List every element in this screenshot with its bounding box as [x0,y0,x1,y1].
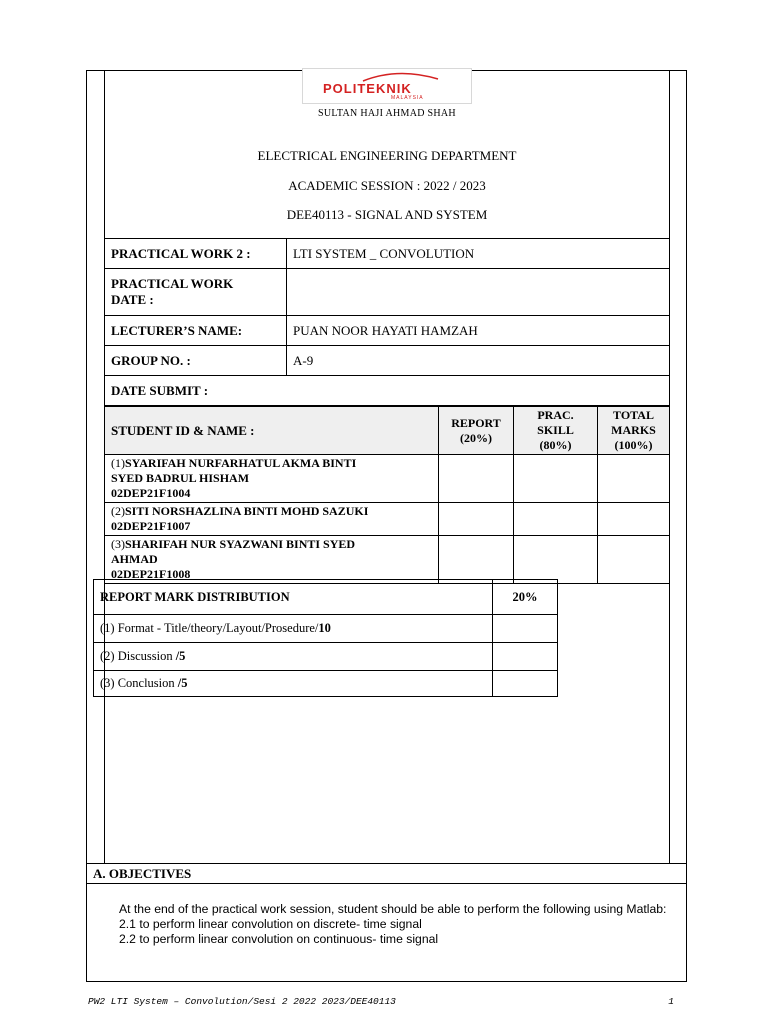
date-submit-label: DATE SUBMIT : [105,376,670,406]
student-id: 02DEP21F1007 [111,519,191,533]
student-id: 02DEP21F1004 [111,486,191,500]
mark-item [94,615,493,643]
student-name: SHARIFAH NUR SYAZWANI BINTI SYED [125,537,356,551]
student-name: SYARIFAH NURFARHATUL AKMA BINTI [125,456,357,470]
report-mark-percent: 20% [493,580,558,615]
footer-text: PW2 LTI System – Convolution/Sesi 2 2022 2023/DEE40113 [88,996,396,1007]
practical-date-value [287,269,670,316]
prac-header-line1: PRAC. [537,408,574,422]
student-cell [105,455,439,503]
prac-header-line2: SKILL [537,423,574,437]
student-cell [105,536,439,584]
table-row [94,671,558,697]
student-number: (2) [111,504,125,518]
total-header-line2: MARKS [611,423,656,437]
course-title: DEE40113 - SIGNAL AND SYSTEM [286,207,488,222]
logo-subtext: MALAYSIA [391,95,424,101]
practical-info-table [104,238,670,406]
mark-item-label: (1) Format - Title/theory/Layout/Prosedure/ [100,621,319,635]
students-table [104,406,670,584]
table-row [94,643,558,671]
table-row [105,455,670,503]
group-value: A-9 [287,346,670,376]
mark-item-value: /5 [175,649,186,663]
mark-item-value: 10 [318,621,331,635]
objectives-intro: At the end of the practical work session, student should be able to perform the following using Matlab: [119,902,667,916]
objectives-heading: A. OBJECTIVES [93,866,192,881]
logo-swoosh-icon [303,69,471,103]
campus-name: SULTAN HAJI AHMAD SHAH [318,108,456,119]
report-mark-cell [439,503,514,536]
objectives-top-rule [86,863,687,864]
report-mark-distribution-table [93,579,558,697]
logo-text: POLITEKNIK [323,81,412,96]
page-footer [88,996,674,1007]
table-row [94,615,558,643]
practical-work-value: LTI SYSTEM _ CONVOLUTION [287,239,670,269]
lecturer-label: LECTURER’S NAME: [105,316,287,346]
report-mark-cell [439,455,514,503]
practical-work-label: PRACTICAL WORK 2 : [105,239,287,269]
prac-header-line3: (80%) [539,438,572,452]
politeknik-logo [302,68,472,104]
mark-item-score [493,643,558,671]
report-header-line2: (20%) [460,430,492,445]
report-mark-cell [439,536,514,584]
practical-date-label [105,269,287,316]
mark-item-value: /5 [177,676,188,690]
student-id: 02DEP21F1008 [111,567,191,581]
objectives-body [119,902,679,947]
prac-mark-cell [514,503,598,536]
student-number: (3) [111,537,125,551]
practical-date-label-line1: PRACTICAL WORK [111,276,234,291]
objective-item: 2.2 to perform linear convolution on continuous- time signal [119,932,439,946]
student-name-cont: AHMAD [111,552,158,566]
lecturer-value: PUAN NOOR HAYATI HAMZAH [287,316,670,346]
student-column-header: STUDENT ID & NAME : [105,407,439,455]
mark-item-label: (2) Discussion [100,649,176,663]
student-name-line [111,537,437,552]
table-row [105,503,670,536]
total-mark-cell [598,455,670,503]
prac-skill-column-header [514,407,598,455]
mark-item [94,671,493,697]
mark-item [94,643,493,671]
student-name-cont: SYED BADRUL HISHAM [111,471,250,485]
total-mark-cell [598,503,670,536]
student-number: (1) [111,456,125,470]
mark-item-score [493,671,558,697]
total-header-line3: (100%) [614,438,653,452]
practical-date-label-line2: DATE : [111,292,154,307]
total-marks-column-header [598,407,670,455]
student-name: SITI NORSHAZLINA BINTI MOHD SAZUKI [125,504,369,518]
mark-item-score [493,615,558,643]
academic-session: ACADEMIC SESSION : 2022 / 2023 [288,178,486,193]
report-mark-title: REPORT MARK DISTRIBUTION [94,580,493,615]
student-name-line [111,456,437,471]
total-mark-cell [598,536,670,584]
prac-mark-cell [514,455,598,503]
student-cell [105,503,439,536]
report-header-line1: REPORT [451,415,501,430]
prac-mark-cell [514,536,598,584]
mark-item-label: (3) Conclusion [100,676,178,690]
student-name-line [111,504,437,519]
objective-item: 2.1 to perform linear convolution on discrete- time signal [119,917,422,931]
page-number: 1 [668,996,674,1007]
table-row [105,536,670,584]
report-column-header [439,407,514,455]
group-label: GROUP NO. : [105,346,287,376]
total-header-line1: TOTAL [613,408,654,422]
department-title: ELECTRICAL ENGINEERING DEPARTMENT [257,148,517,163]
objectives-bottom-rule [86,883,687,884]
